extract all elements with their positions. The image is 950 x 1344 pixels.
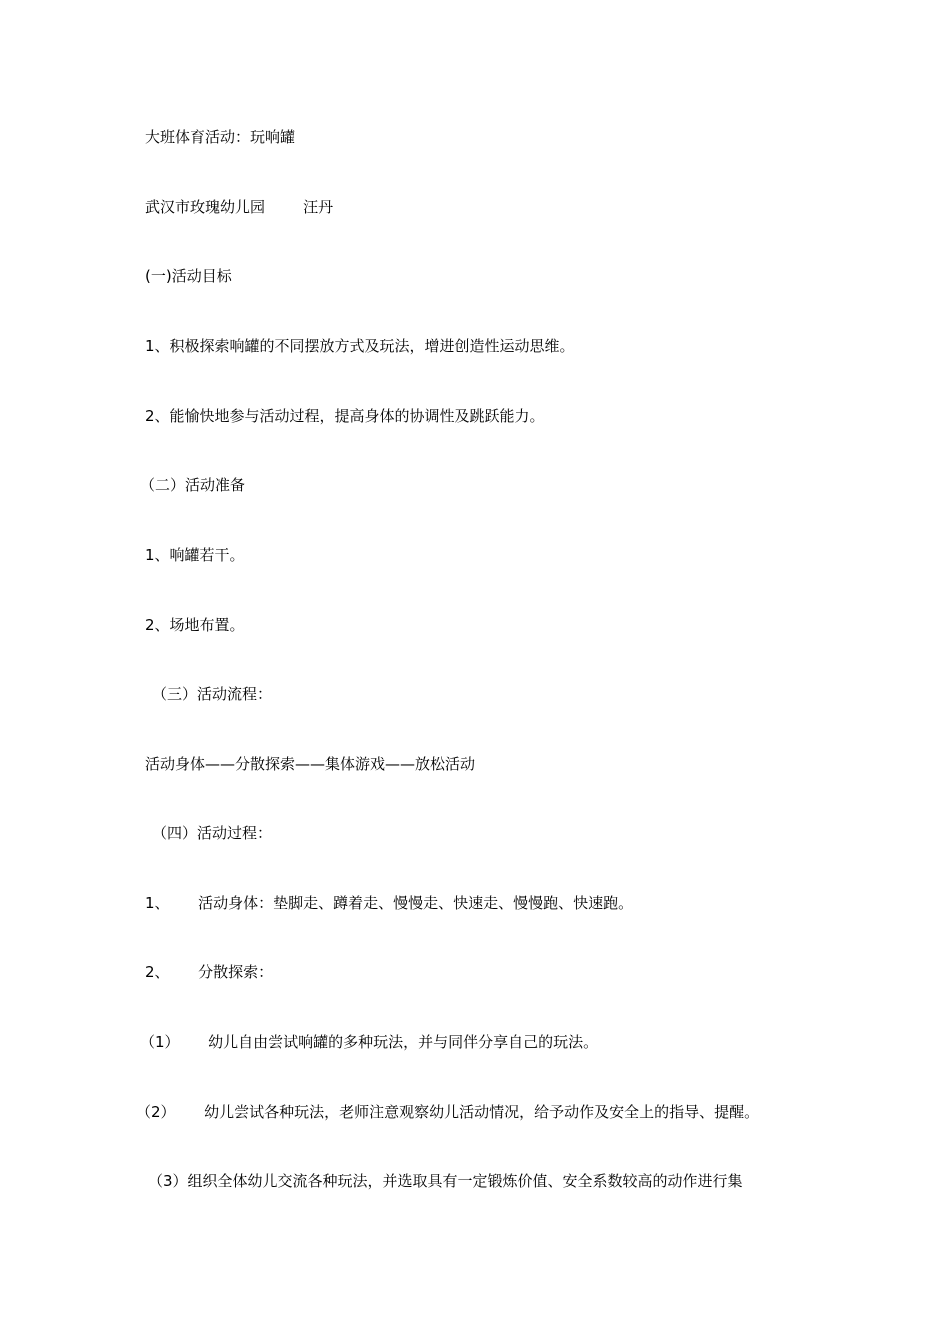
process-step-1: 1、 活动身体：垫脚走、蹲着走、慢慢走、快速走、慢慢跑、快速跑。 [145,894,634,912]
process-sub-item-2: （2） 幼儿尝试各种玩法，老师注意观察幼儿活动情况，给予动作及安全上的指导、提醒。 [136,1103,760,1121]
process-heading: （四）活动过程： [152,824,273,842]
author-line: 武汉市玫瑰幼儿园 汪丹 [145,198,334,216]
flow-text: 活动身体——分散探索——集体游戏——放松活动 [145,755,476,773]
prep-heading: （二）活动准备 [140,476,246,494]
prep-item-1: 1、响罐若干。 [145,546,245,564]
flow-heading: （三）活动流程： [152,685,273,703]
prep-item-2: 2、场地布置。 [145,616,245,634]
process-step-2: 2、 分散探索： [145,963,274,981]
goal-item-2: 2、能愉快地参与活动过程，提高身体的协调性及跳跃能力。 [145,407,545,425]
process-sub-item-1: （1） 幼儿自由尝试响罐的多种玩法，并与同伴分享自己的玩法。 [140,1033,599,1051]
document-title: 大班体育活动：玩响罐 [145,128,296,146]
process-sub-item-3: （3）组织全体幼儿交流各种玩法，并选取具有一定锻炼价值、安全系数较高的动作进行集 [148,1172,743,1190]
goals-heading: (一)活动目标 [145,267,232,285]
goal-item-1: 1、积极探索响罐的不同摆放方式及玩法，增进创造性运动思维。 [145,337,575,355]
